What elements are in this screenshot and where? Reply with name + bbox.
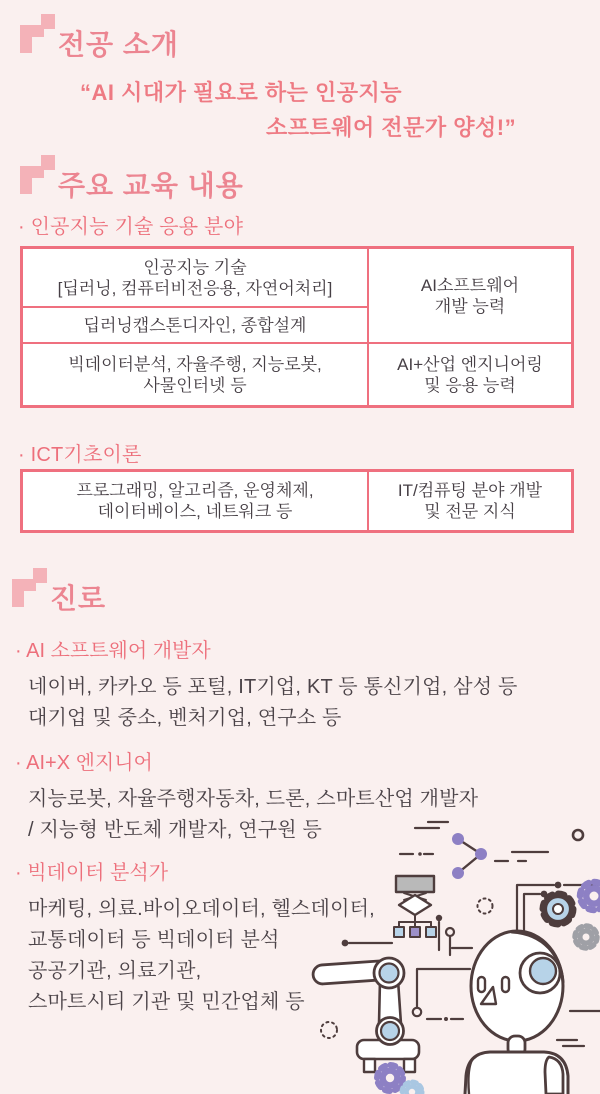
career-item-line: 공공기관, 의료기관, [28,960,202,982]
career-item-line: 지능로봇, 자율주행자동차, 드론, 스마트산업 개발자 [28,788,479,810]
cell-line: 프로그래밍, 알고리즘, 운영체제, [76,481,314,500]
flowchart-icon [394,876,436,937]
career-item-label: · AI+X 엔지니어 [15,752,153,774]
table-cell [23,344,367,405]
section-curriculum-heading [20,155,244,204]
corner-bracket-icon [20,155,55,194]
career-item-line: 교통데이터 등 빅데이터 분석 [28,929,280,951]
robot-eye [502,977,509,992]
dash-dot [418,852,422,856]
dotted-circle-icon [478,899,493,914]
section-career-heading [12,568,106,617]
career-item-line: 대기업 및 중소, 벤처기업, 연구소 등 [28,707,342,729]
hollow-circle-icon [573,830,583,840]
corner-bracket-icon [20,14,55,53]
cell-line: AI소프트웨어 [420,275,520,295]
table-cell [23,472,367,530]
career-item-line: 스마트시티 기관 및 민간업체 등 [28,991,305,1013]
career-item-label: · 빅데이터 분석가 [15,862,169,884]
robot-head-icon [471,931,563,1041]
cell-line: 딥러닝캡스톤디자인, 종합설계 [83,315,307,335]
career-item-label: · AI 소프트웨어 개발자 [15,640,211,662]
dash-dot [444,1017,448,1021]
curriculum-sub1-label: · 인공지능 기술 응용 분야 [18,216,244,238]
curriculum-table-ai [20,246,574,408]
cell-line: IT/컴퓨팅 분야 개발 [397,481,543,500]
table-cell [367,344,571,405]
cell-line: AI+산업 엔지니어링 [397,354,543,374]
molecule-icon [452,833,487,879]
curriculum-title: 주요 교육 내용 [58,170,244,201]
table-cell [367,472,571,530]
robot-torso [465,1036,568,1094]
cell-line: 인공지능 기술 [143,257,247,277]
corner-bracket-icon [12,568,47,607]
curriculum-sub2-label: · ICT기초이론 [18,444,142,466]
career-title: 진로 [50,583,107,614]
gears-icon [543,882,600,948]
intro-quote-line1: “AI 시대가 필요로 하는 인공지능 [80,80,402,105]
cell-line: 사물인터넷 등 [143,375,247,395]
robot-arm-icon [312,940,419,1072]
robot-ai-illustration [300,810,600,1094]
intro-title: 전공 소개 [58,29,179,60]
cell-line: 개발 능력 [434,296,506,316]
cell-line: 및 전문 지식 [424,502,516,521]
table-cell [23,308,367,344]
curriculum-table-ict [20,469,574,533]
cell-line: [딥러닝, 컴퓨터비전응용, 자연어처리] [57,278,333,298]
cell-line: 빅데이터분석, 자율주행, 지능로봇, [68,354,322,374]
table-cell [367,249,571,344]
robot-eye [478,977,485,992]
table-cell [23,249,367,308]
career-item-ai-developer [15,634,518,734]
intro-quote-line2: 소프트웨어 전문가 양성!” [266,115,517,140]
career-item-line: 네이버, 카카오 등 포털, IT기업, KT 등 통신기업, 삼성 등 [28,676,518,698]
section-intro-heading [20,14,179,63]
cell-line: 및 응용 능력 [424,375,516,395]
cell-line: 데이터베이스, 네트워크 등 [97,502,293,521]
career-item-line: 마케팅, 의료.바이오데이터, 헬스데이터, [28,898,375,920]
dotted-circle-icon [321,1022,337,1038]
career-item-line: / 지능형 반도체 개발자, 연구원 등 [28,819,323,841]
